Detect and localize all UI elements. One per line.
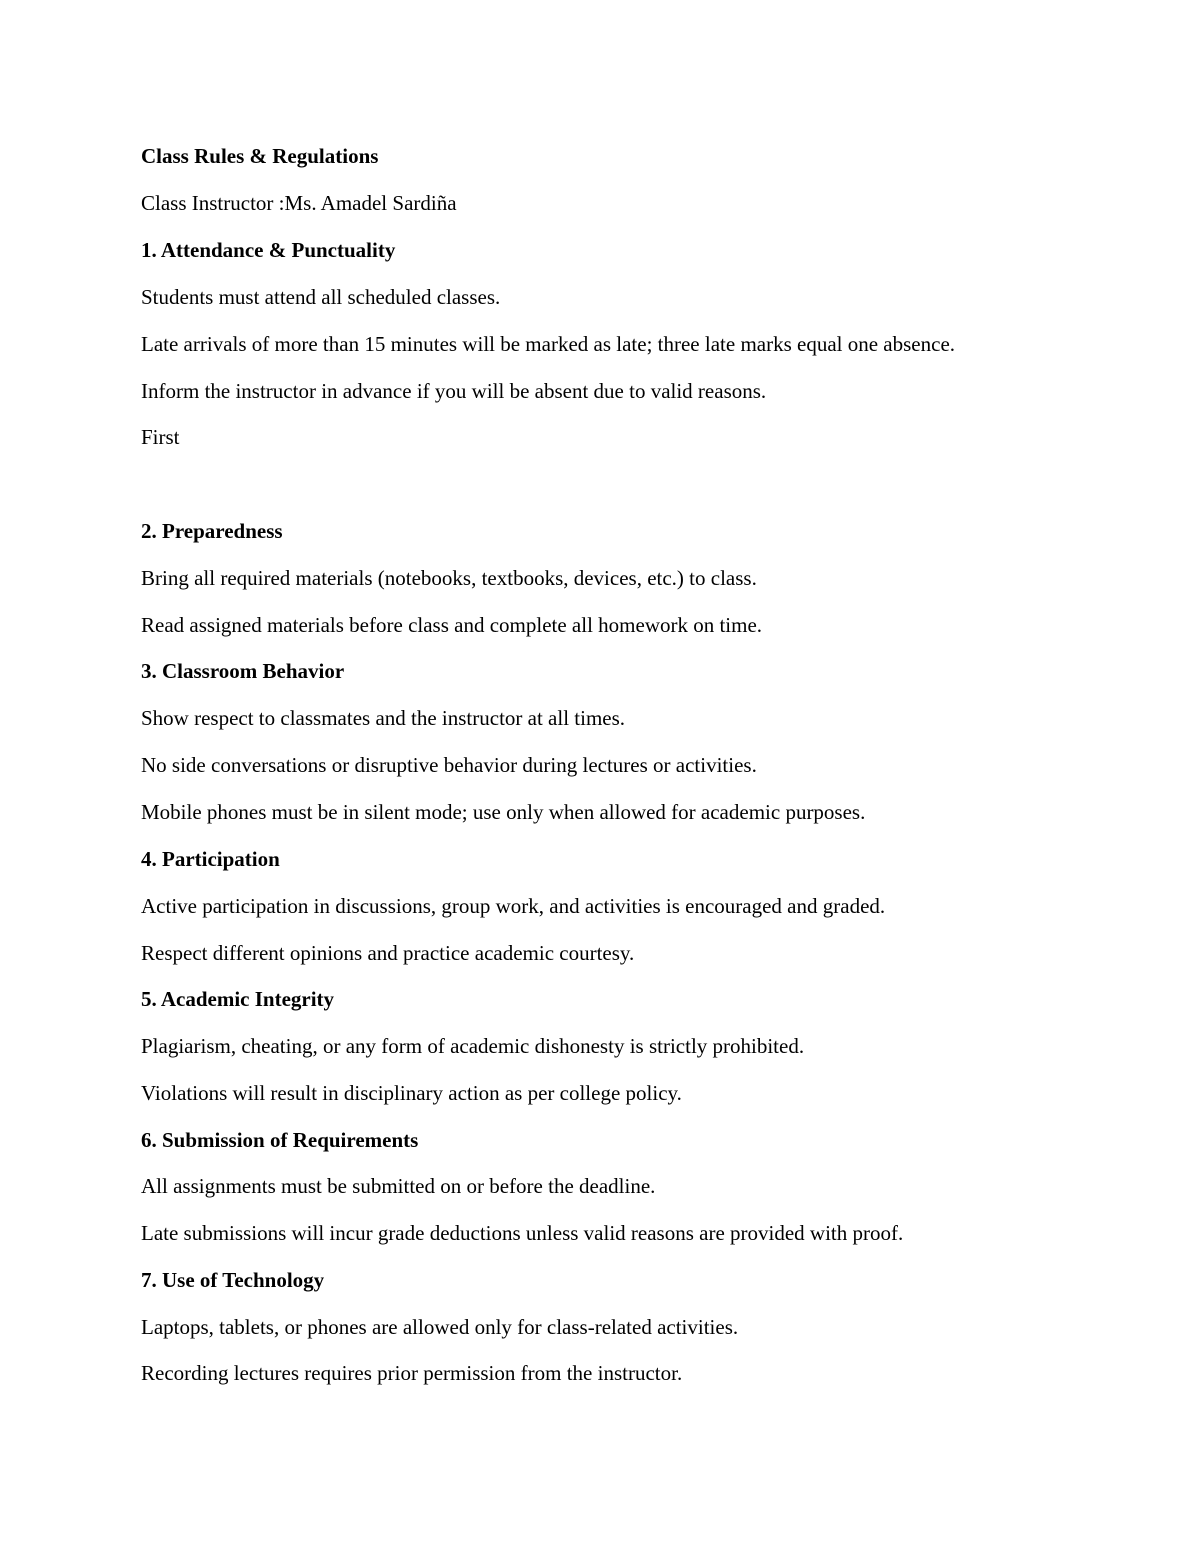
section-line: Violations will result in disciplinary action as per college policy. [141,1081,682,1105]
section-line: Read assigned materials before class and complete all homework on time. [141,613,763,637]
section-heading-academic-integrity: 5. Academic Integrity [141,987,335,1011]
section-line: First [141,425,180,449]
section-line: Show respect to classmates and the instructor at all times. [141,706,626,730]
section-line: No side conversations or disruptive behavior during lectures or activities. [141,753,757,777]
section-line: Bring all required materials (notebooks, textbooks, devices, etc.) to class. [141,566,757,590]
section-line: Late submissions will incur grade deductions unless valid reasons are provided with proof. [141,1221,904,1245]
section-heading-classroom-behavior: 3. Classroom Behavior [141,659,345,683]
section-heading-technology: 7. Use of Technology [141,1268,325,1292]
section-line: Laptops, tablets, or phones are allowed only for class-related activities. [141,1315,739,1339]
section-line: Plagiarism, cheating, or any form of academic dishonesty is strictly prohibited. [141,1034,805,1058]
section-line: Late arrivals of more than 15 minutes will be marked as late; three late marks equal one absence. [141,332,956,356]
section-heading-preparedness: 2. Preparedness [141,519,283,543]
section-heading-submission: 6. Submission of Requirements [141,1128,419,1152]
section-line: Students must attend all scheduled classes. [141,285,501,309]
section-line: Mobile phones must be in silent mode; use only when allowed for academic purposes. [141,800,866,824]
section-heading-attendance: 1. Attendance & Punctuality [141,238,396,262]
section-line: Recording lectures requires prior permission from the instructor. [141,1361,683,1385]
instructor-line: Class Instructor :Ms. Amadel Sardiña [141,191,457,215]
section-line: Inform the instructor in advance if you will be absent due to valid reasons. [141,379,767,403]
section-line: Respect different opinions and practice academic courtesy. [141,941,635,965]
document-title: Class Rules & Regulations [141,144,379,168]
section-heading-participation: 4. Participation [141,847,280,871]
section-line: Active participation in discussions, group work, and activities is encouraged and graded. [141,894,886,918]
section-line: All assignments must be submitted on or before the deadline. [141,1174,656,1198]
